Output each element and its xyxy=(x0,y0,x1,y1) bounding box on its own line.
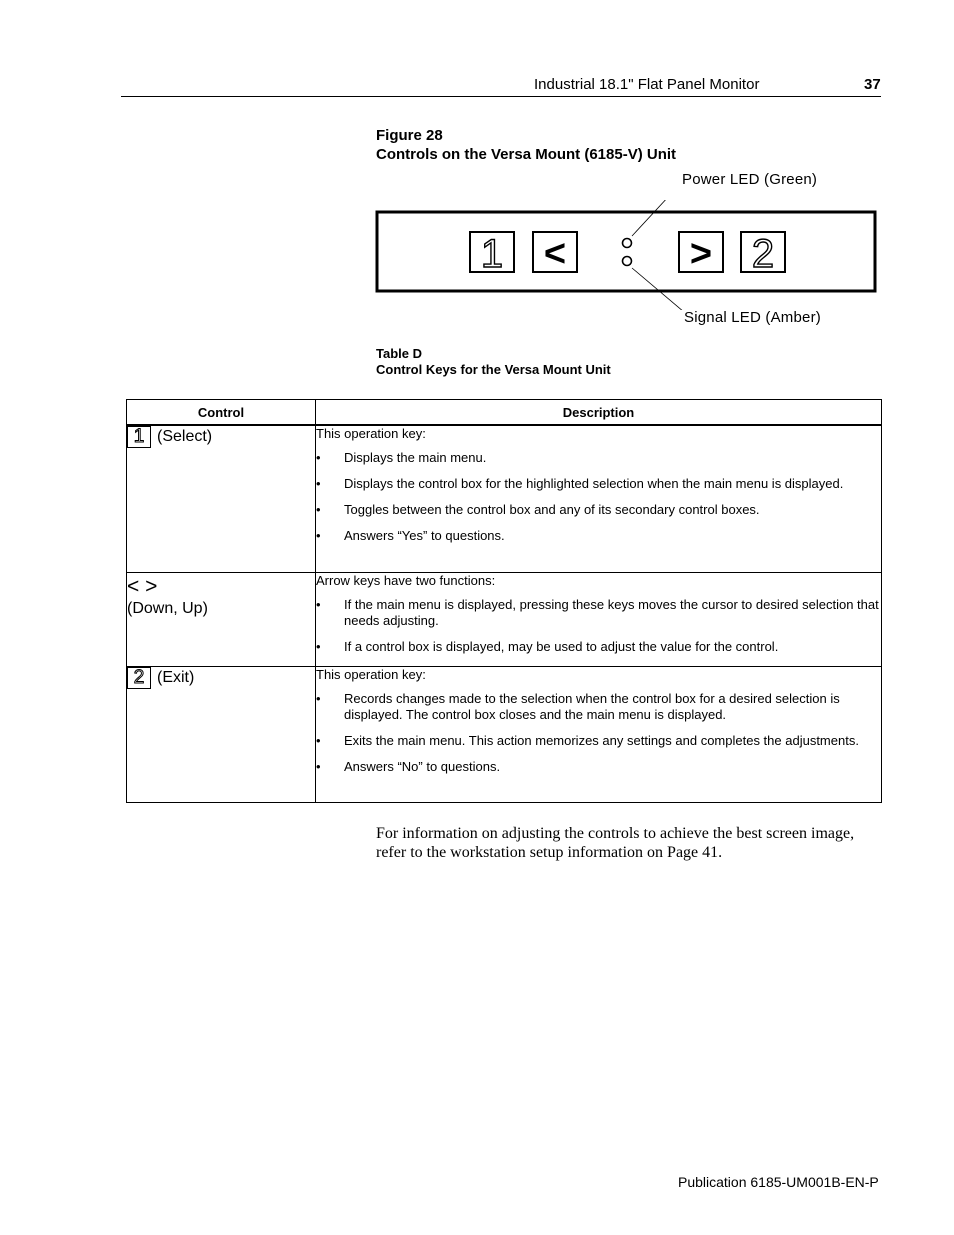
table-row xyxy=(127,666,882,802)
header-control: Control xyxy=(127,400,316,426)
power-led-leader xyxy=(632,200,682,236)
key-left-arrow xyxy=(533,232,577,275)
list-item: • Exits the main menu. This action memorizes any settings and completes the adjustments. xyxy=(316,732,859,748)
select-key-icon xyxy=(127,426,151,448)
page-number: 37 xyxy=(864,76,881,93)
key-1-glyph: 1 xyxy=(480,232,504,276)
description-intro: Arrow keys have two functions: xyxy=(316,572,496,588)
list-item: • Answers “No” to questions. xyxy=(316,758,501,774)
versa-mount-control-panel xyxy=(370,200,882,310)
table-row xyxy=(127,572,882,666)
control-label: (Exit) xyxy=(157,668,195,686)
panel-outline xyxy=(377,212,875,291)
arrow-keys-icon: < > xyxy=(127,574,158,598)
key-2-exit xyxy=(741,232,785,276)
exit-key-icon xyxy=(127,667,151,689)
description-cell xyxy=(316,666,882,802)
description-cell xyxy=(316,425,882,572)
table-title: Control Keys for the Versa Mount Unit xyxy=(376,362,611,377)
body-paragraph: For information on adjusting the controls to achieve the best screen image, refer to the workstation setup information on Page 41. xyxy=(376,825,855,861)
list-item: • Records changes made to the selection when the control box for a desired selection is displayed. The control box closes and the main menu is displayed. xyxy=(316,690,840,722)
control-cell xyxy=(127,666,316,802)
signal-led xyxy=(623,257,632,266)
table-row xyxy=(127,425,882,572)
table-label: Table D xyxy=(376,346,422,361)
description-cell xyxy=(316,572,882,666)
list-item: • Answers “Yes” to questions. xyxy=(316,528,505,543)
control-label: (Select) xyxy=(157,428,213,446)
header-description: Description xyxy=(316,400,882,426)
header-rule xyxy=(121,96,881,97)
list-item: • Toggles between the control box and any of its secondary control boxes. xyxy=(316,502,760,517)
key-1-select xyxy=(470,232,514,276)
figure-title: Controls on the Versa Mount (6185-V) Unit xyxy=(376,146,677,163)
key-right-glyph: > xyxy=(689,233,713,275)
control-cell xyxy=(127,572,316,666)
control-cell xyxy=(127,425,316,572)
exit-key-glyph: 2 xyxy=(133,666,145,688)
control-keys-table xyxy=(126,399,882,803)
signal-led-label: Signal LED (Amber) xyxy=(684,309,821,326)
key-right-arrow xyxy=(679,232,723,275)
description-intro: This operation key: xyxy=(316,666,426,682)
list-item: • Displays the main menu. xyxy=(316,450,487,465)
control-label: (Down, Up) xyxy=(127,599,208,617)
running-header-title: Industrial 18.1" Flat Panel Monitor xyxy=(534,76,760,93)
select-key-glyph: 1 xyxy=(133,426,145,447)
key-2-glyph: 2 xyxy=(751,232,775,276)
signal-led-leader xyxy=(632,268,684,310)
key-left-glyph: < xyxy=(543,233,567,275)
power-led-label: Power LED (Green) xyxy=(682,171,818,188)
table-header-row xyxy=(127,400,882,426)
list-item: • If the main menu is displayed, pressing these keys moves the cursor to desired selection that needs adjusting. xyxy=(316,596,879,628)
power-led xyxy=(623,239,632,248)
description-intro: This operation key: xyxy=(316,426,426,441)
publication-footer: Publication 6185-UM001B-EN-P xyxy=(678,1174,879,1190)
figure-label: Figure 28 xyxy=(376,127,443,144)
list-item: • If a control box is displayed, may be used to adjust the value for the control. xyxy=(316,638,779,654)
list-item: • Displays the control box for the highlighted selection when the main menu is displayed. xyxy=(316,476,844,491)
